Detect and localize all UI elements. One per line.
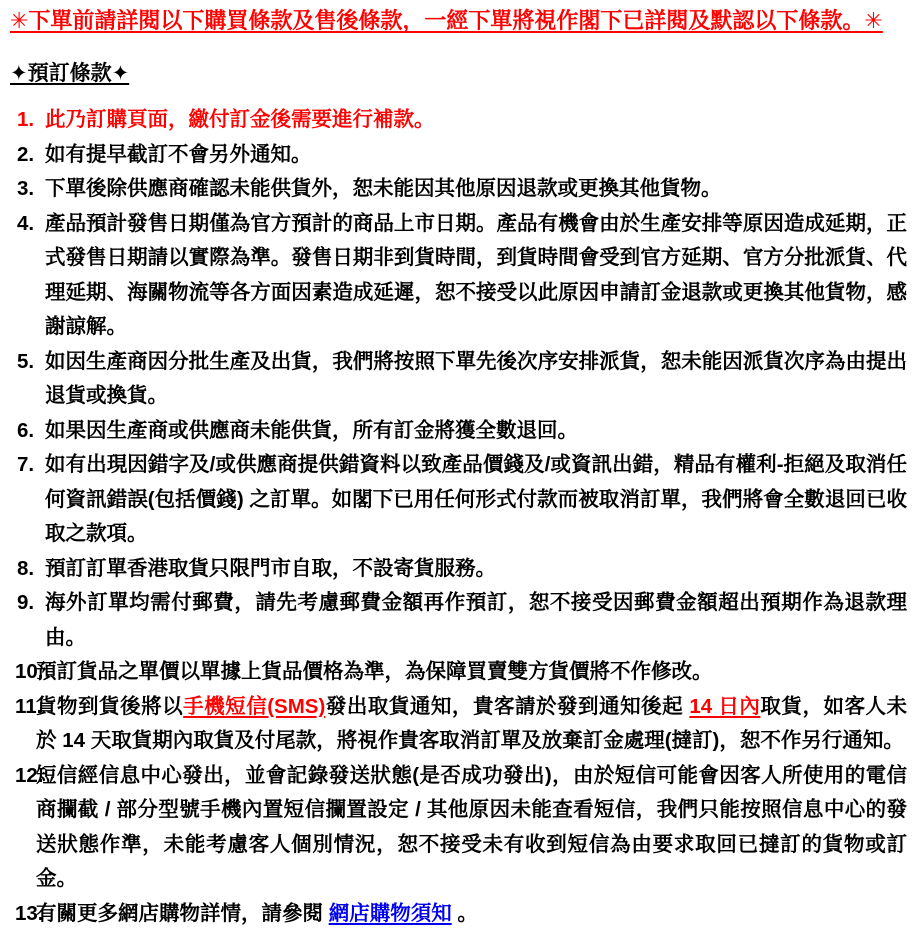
item-number: 10. <box>15 660 44 683</box>
item-number: 13. <box>15 901 44 925</box>
item-text: 如因生產商因分批生產及出貨，我們將按照下單先後次序安排派貨，恕未能因派貨次序為由提出退貨或換貨。 <box>45 349 907 407</box>
item-text: 預訂貨品之單價以單據上貨品價格為準，為保障買賣雙方貨價將不作修改。 <box>36 660 713 683</box>
item-text: 海外訂單均需付郵費，請先考慮郵費金額再作預訂，恕不接受因郵費金額超出預期作為退款理由。 <box>45 591 907 649</box>
item-text: 有關更多網店購物詳情，請參閱 網店購物須知 。 <box>36 901 478 925</box>
sms-highlight: 手機短信(SMS) <box>183 694 326 718</box>
item-text: 如有提早截訂不會另外通知。 <box>45 142 312 166</box>
term-item-12 <box>8 759 907 897</box>
term-item-9 <box>8 586 907 655</box>
term-item-6 <box>8 414 907 449</box>
term-item-1 <box>8 103 907 138</box>
item-text: 產品預計發售日期僅為官方預計的商品上市日期。產品有機會由於生產安排等原因造成延期，正式發售日期請以實際為準。發售日期非到貨時間，到貨時間會受到官方延期、官方分批派貨、代理延期、海關物流等各方面因素造成延遲，恕不接受以此原因申請訂金退款或更換其他貨物，感謝諒解。 <box>45 211 907 338</box>
item-number: 7. <box>17 453 35 476</box>
term-item-3 <box>8 172 907 207</box>
item-text: 短信經信息中心發出，並會記錄發送狀態(是否成功發出)，由於短信可能會因客人所使用的電信商攔截 / 部分型號手機內置短信攔置設定 / 其他原因未能查看短信，我們只能按照信息中心的發送狀態作準，未能考慮客人個別情況，恕不接受未有收到短信為由要求取回已撻訂的貨物或訂金。 <box>36 763 907 890</box>
item-number: 4. <box>17 211 35 235</box>
preorder-terms-title: ✦預訂條款✦ <box>10 62 130 85</box>
term-item-5 <box>8 345 907 414</box>
item-text: 此乃訂購頁面，繳付訂金後需要進行補款。 <box>45 108 435 131</box>
term-item-11 <box>8 690 907 759</box>
item-text: 如果因生產商或供應商未能供貨，所有訂金將獲全數退回。 <box>45 418 578 442</box>
item-text: 預訂訂單香港取貨只限門市自取，不設寄貨服務。 <box>45 556 496 580</box>
item-text: 如有出現因錯字及/或供應商提供錯資料以致產品價錢及/或資訊出錯，精品有權利-拒絕及取消任何資訊錯誤(包括價錢) 之訂單。如閣下已用任何形式付款而被取消訂單，我們將會全數退回已收取之款項。 <box>45 453 907 545</box>
item-number: 1. <box>17 108 35 131</box>
item-text: 貨物到貨後將以手機短信(SMS)發出取貨通知，貴客請於發到通知後起 14 日內取貨，如客人未於 14 天取貨期內取貨及付尾款，將視作貴客取消訂單及放棄訂金處理(撻訂)，恕不作另行通知。 <box>36 694 908 752</box>
pickup-deadline-highlight: 14 日內 <box>689 694 761 718</box>
item-number: 3. <box>17 177 35 200</box>
term-item-13 <box>8 897 907 932</box>
item-text: 下單後除供應商確認未能供貨外，恕未能因其他原因退款或更換其他貨物。 <box>45 177 722 200</box>
item-number: 11. <box>15 694 43 718</box>
item-number: 6. <box>17 418 35 442</box>
purchase-terms-warning-header: ✳下單前請詳閱以下購買條款及售後條款，一經下單將視作閣下已詳閱及默認以下條款。✳ <box>10 8 883 33</box>
term-item-10 <box>8 655 907 690</box>
item-number: 5. <box>17 349 35 373</box>
item-number: 2. <box>17 142 35 166</box>
term-item-4 <box>8 207 907 345</box>
term-item-2 <box>8 138 907 173</box>
item-number: 9. <box>17 591 35 614</box>
terms-list <box>8 103 907 931</box>
term-item-7 <box>8 448 907 552</box>
shop-notice-link[interactable]: 網店購物須知 <box>328 901 452 925</box>
item-number: 8. <box>17 556 35 580</box>
term-item-8 <box>8 552 907 587</box>
item-number: 12. <box>15 763 44 787</box>
